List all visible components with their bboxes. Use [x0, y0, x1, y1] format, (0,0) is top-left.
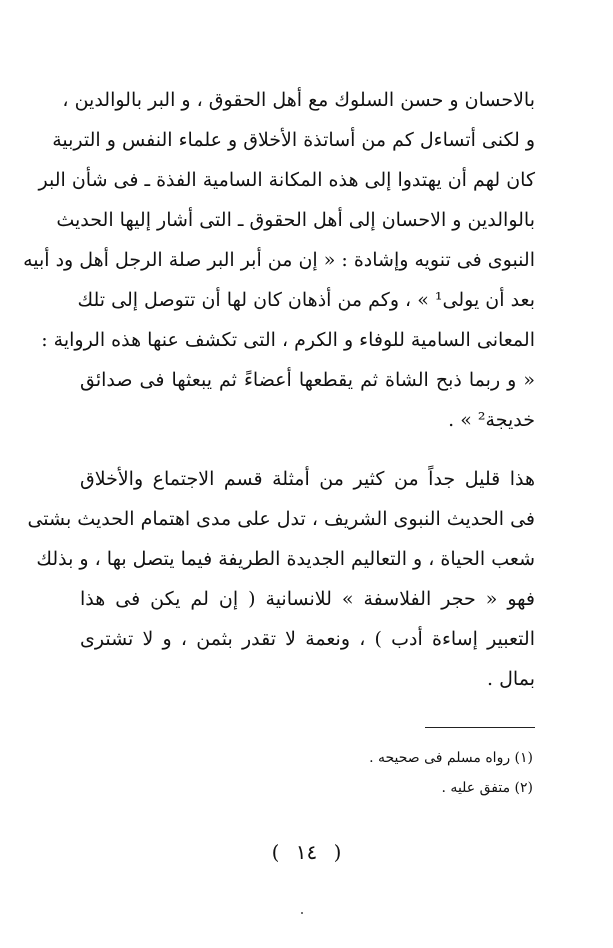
text-line: بالوالدين و الاحسان إلى أهل الحقوق ـ التى أشار إليها الحديث	[56, 209, 535, 231]
text-line: بعد أن يولى¹ » ، وكم من أذهان كان لها أن تتوصل إلى تلك	[77, 289, 535, 311]
text-line: بالاحسان و حسن السلوك مع أهل الحقوق ، و البر بالوالدين ،	[62, 89, 535, 111]
footnote-divider	[425, 727, 535, 728]
text-line: النبوى فى تنويه وإشادة : « إن من أبر البر صلة الرجل أهل ود أبيه	[23, 249, 535, 271]
text-line: و لكنى أتساءل كم من أساتذة الأخلاق و علماء النفس و التربية	[52, 129, 535, 151]
text-line: خديجة² » .	[448, 409, 535, 431]
text-line: فهو « حجر الفلاسفة » للانسانية ( إن لم يكن فى هذا	[80, 588, 535, 610]
text-line: المعانى السامية للوفاء و الكرم ، التى تكشف عنها هذه الرواية :	[41, 329, 535, 351]
text-line: هذا قليل جداً من كثير من أمثلة قسم الاجتماع والأخلاق	[80, 468, 535, 490]
footnote-1: (١) رواه مسلم فى صحيحه .	[369, 750, 533, 766]
page-number-open-paren: (	[333, 840, 342, 864]
page-number	[0, 838, 613, 866]
footnote-2: (٢) متفق عليه .	[441, 780, 533, 796]
page-number-close-paren: )	[271, 840, 280, 864]
text-line: بمال .	[487, 668, 535, 690]
paragraph-1	[23, 80, 535, 440]
text-line: فى الحديث النبوى الشريف ، تدل على مدى اهتمام الحديث بشتى	[27, 508, 535, 530]
print-speck	[301, 912, 303, 914]
text-line: كان لهم أن يهتدوا إلى هذه المكانة السامية الفذة ـ فى شأن البر	[38, 169, 535, 191]
page-number-value: ١٤	[295, 840, 318, 864]
text-line: شعب الحياة ، و التعاليم الجديدة الطريفة فيما يتصل بها ، و بذلك	[36, 548, 535, 570]
text-line: « و ربما ذبح الشاة ثم يقطعها أعضاءً ثم يبعثها فى صدائق	[80, 369, 535, 391]
text-line: التعبير إساءة أدب ) ، ونعمة لا تقدر بثمن ، و لا تشترى	[80, 628, 535, 650]
paragraph-2	[27, 459, 535, 699]
